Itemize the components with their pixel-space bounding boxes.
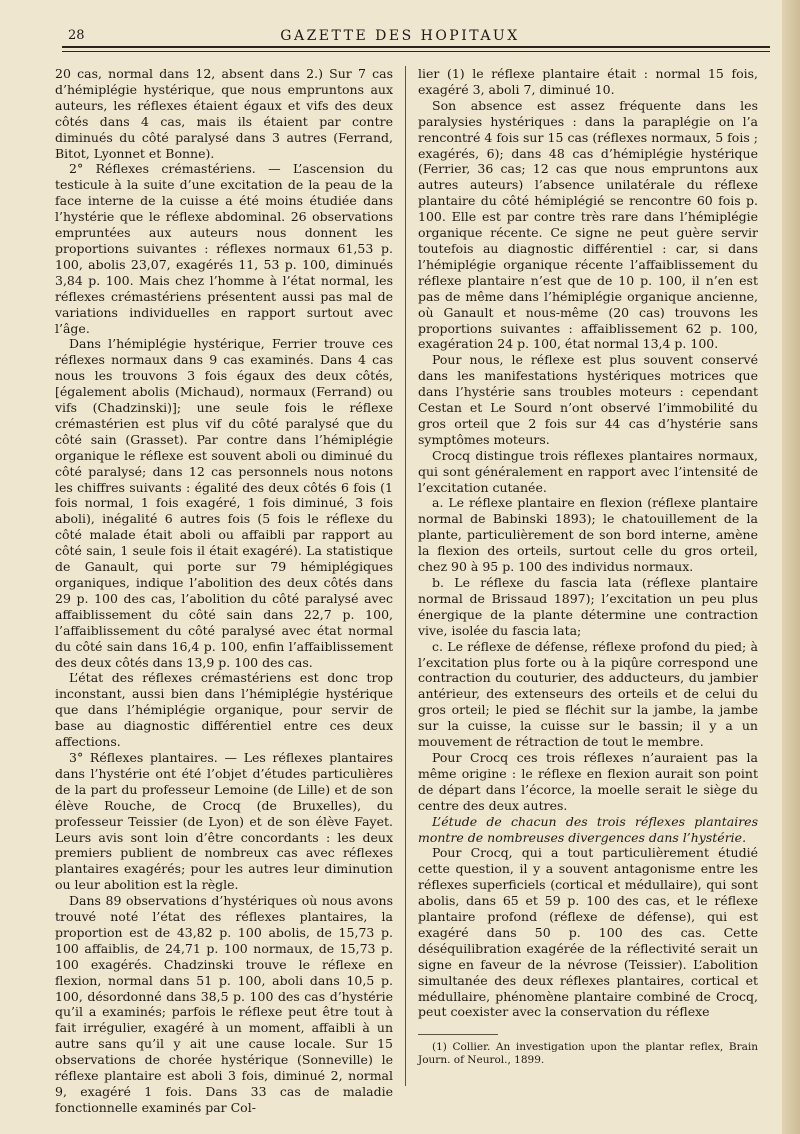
paragraph: 2° Réflexes crémastériens. — L’ascension du testicule à la suite d’une excitation de la peau de la face interne de la cuisse a été moins étudiée dans l’hystérie que le réflexe abdominal. 26 observations empruntées aux auteurs nous donnent les proportions suivantes : réflexes normaux 61,53 p. 100, abolis 23,07, exagérés 11, 53 p. 100, diminués 3,84 p. 100. Mais chez l’homme à l’état normal, les réflexes crémastériens présentent aussi pas mal de variations individuelles en rapport surtout avec l’âge. [55, 161, 393, 336]
paragraph: Pour Crocq ces trois réflexes n’auraient pas la même origine : le réflexe en flexion aurait son point de départ dans l’écorce, la moelle serait le siège du centre des deux autres. [418, 749, 758, 813]
paragraph: Dans 89 observations d’hystériques où nous avons trouvé noté l’état des réflexes plantaires, la proportion est de 43,82 p. 100 abolis, de 15,73 p. 100 affaiblis, de 24,71 p. 100 normaux, de 15,73 p. 100 exagérés. Chadzinski trouve le réflexe en flexion, normal dans 51 p. 100, aboli dans 10,5 p. 100, désordonné dans 38,5 p. 100 des cas d’hystérie qu’il a examinés; parfois le réflexe peut être tout à fait irrégulier, exagéré à un moment, affaibli à un autre sans qu’il y ait une cause locale. Sur 15 observations de chorée hystérique (Sonneville) le réflexe plantaire est aboli 3 fois, diminué 2, normal 9, exagéré 1 fois. Dans 33 cas de maladie fonctionnelle examinés par Col- [55, 893, 393, 1115]
paragraph: Pour Crocq, qui a tout particulièrement étudié cette question, il y a souvent antagonisme entre les réflexes superficiels (cortical et médullaire), qui sont abolis, dans 65 et 59 p. 100 des cas, et le réflexe plantaire profond (réflexe de défense), qui est exagéré dans 50 p. 100 des cas. Cette déséquilibration exagérée de la réflectivité serait un signe en faveur de la névrose (Teissier). L’abolition simultanée des deux réflexes plantaires, cortical et médullaire, phénomène plantaire combiné de Crocq, peut coexister avec la conservation du réflexe [418, 845, 758, 1020]
paragraph: Crocq distingue trois réflexes plantaires normaux, qui sont généralement en rapport avec l’intensité de l’excitation cutanée. [418, 447, 758, 495]
paragraph: 3° Réflexes plantaires. — Les réflexes plantaires dans l’hystérie ont été l’objet d’études particulières de la part du professeur Lemoine (de Lille) et de son élève Rouche, de Crocq (de Bruxelles), du professeur Teissier (de Lyon) et de son élève Fayet. Leurs avis sont loin d’être concordants : les deux premiers publient de nombreux cas avec réflexes plantaires exagérés; pour les autres leur diminution ou leur abolition est la règle. [55, 749, 393, 893]
paragraph: Pour nous, le réflexe est plus souvent conservé dans les manifestations hystériques motrices que dans l’hystérie sans troubles moteurs : cependant Cestan et Le Sourd n’ont observé l’immobilité du gros orteil que 2 fois sur 44 cas d’hystérie sans symptômes moteurs. [418, 352, 758, 447]
paragraph: a. Le réflexe plantaire en flexion (réflexe plantaire normal de Babinski 1893); le chatouillement de la plante, particulièrement de son bord interne, amène la flexion des orteils, surtout celle du gros orteil, chez 90 à 95 p. 100 des individus normaux. [418, 495, 758, 575]
paragraph: b. Le réflexe du fascia lata (réflexe plantaire normal de Brissaud 1897); l’excitation un peu plus énergique de la plante détermine une contraction vive, isolée du fascia lata; [418, 575, 758, 638]
running-title: GAZETTE DES HOPITAUX [280, 28, 520, 44]
footnote-rule [418, 1034, 498, 1035]
column-divider [405, 66, 406, 1086]
paragraph: lier (1) le réflexe plantaire était : normal 15 fois, exagéré 3, aboli 7, diminué 10. [418, 66, 758, 97]
right-column [418, 66, 758, 1067]
header-rule-thin [62, 51, 770, 52]
paragraph: 20 cas, normal dans 12, absent dans 2.) Sur 7 cas d’hémiplégie hystérique, que nous empruntons aux auteurs, les réflexes étaient égaux et vifs des deux côtés dans 4 cas, mais ils étaient par contre diminués du côté paralysé dans 3 autres (Ferrand, Bitot, Lyonnet et Bonne). [55, 66, 393, 161]
left-column [55, 66, 393, 1116]
paragraph: L’étude de chacun des trois réflexes plantaires montre de nombreuses divergences dans l’hystérie. [418, 813, 758, 845]
paragraph: Dans l’hémiplégie hystérique, Ferrier trouve ces réflexes normaux dans 9 cas examinés. Dans 4 cas nous les trouvons 3 fois égaux des deux côtés, [également abolis (Michaud), normaux (Ferrand) ou vifs (Chadzinski)]; une seule fois le réflexe crémastérien est plus vif du côté paralysé que du côté sain (Grasset). Par contre dans l’hémiplégie organique le réflexe est souvent aboli ou diminué du côté paralysé; dans 12 cas personnels nous notons les chiffres suivants : égalité des deux côtés 6 fois (1 fois normal, 1 fois exagéré, 1 fois diminué, 3 fois aboli), inégalité 6 autres fois (5 fois le réflexe du côté malade était aboli ou affaibli par rapport au côté sain, 1 seule fois il était exagéré). La statistique de Ganault, qui porte sur 79 hémiplégiques organiques, indique l’abolition des deux côtés dans 29 p. 100 des cas, l’abolition du côté paralysé avec affaiblissement du côté sain dans 22,7 p. 100, l’affaiblissement du côté paralysé avec état normal du côté sain dans 16,4 p. 100, enfin l’affaiblissement des deux côtés dans 13,9 p. 100 des cas. [55, 336, 393, 670]
footnote: (1) Collier. An investigation upon the plantar reflex, Brain Journ. of Neurol., 1899. [418, 1041, 758, 1067]
header-rule [62, 46, 770, 48]
paragraph: Son absence est assez fréquente dans les paralysies hystériques : dans la paraplégie on l’a rencontré 4 fois sur 15 cas (réflexes normaux, 5 fois ; exagérés, 6); dans 48 cas d’hémiplégie hystérique (Ferrier, 36 cas; 12 cas que nous empruntons aux autres auteurs) l’absence unilatérale du réflexe plantaire du côté hémiplégié se rencontre 60 fois p. 100. Elle est par contre très rare dans l’hémiplégie organique récente. Ce signe ne peut guère servir toutefois au diagnostic différentiel : car, si dans l’hémiplégie organique récente l’affaiblissement du réflexe plantaire n’est que de 10 p. 100, il n’en est pas de même dans l’hémiplégie organique ancienne, où Ganault et nous-même (20 cas) trouvons les proportions suivantes : affaiblissement 62 p. 100, exagération 24 p. 100, état normal 13,4 p. 100. [418, 97, 758, 352]
page-edge-shadow [782, 0, 800, 1134]
paragraph: c. Le réflexe de défense, réflexe profond du pied; à l’excitation plus forte ou à la piqûre correspond une contraction du couturier, des adducteurs, du jambier antérieur, des extenseurs des orteils et de celui du gros orteil; le pied se fléchit sur la jambe, la jambe sur la cuisse, la cuisse sur le bassin; il y a un mouvement de rétraction de tout le membre. [418, 638, 758, 750]
page-number: 28 [68, 28, 85, 43]
paragraph: L’état des réflexes crémastériens est donc trop inconstant, aussi bien dans l’hémiplégie hystérique que dans l’hémiplégie organique, pour servir de base au diagnostic différentiel entre ces deux affections. [55, 670, 393, 750]
